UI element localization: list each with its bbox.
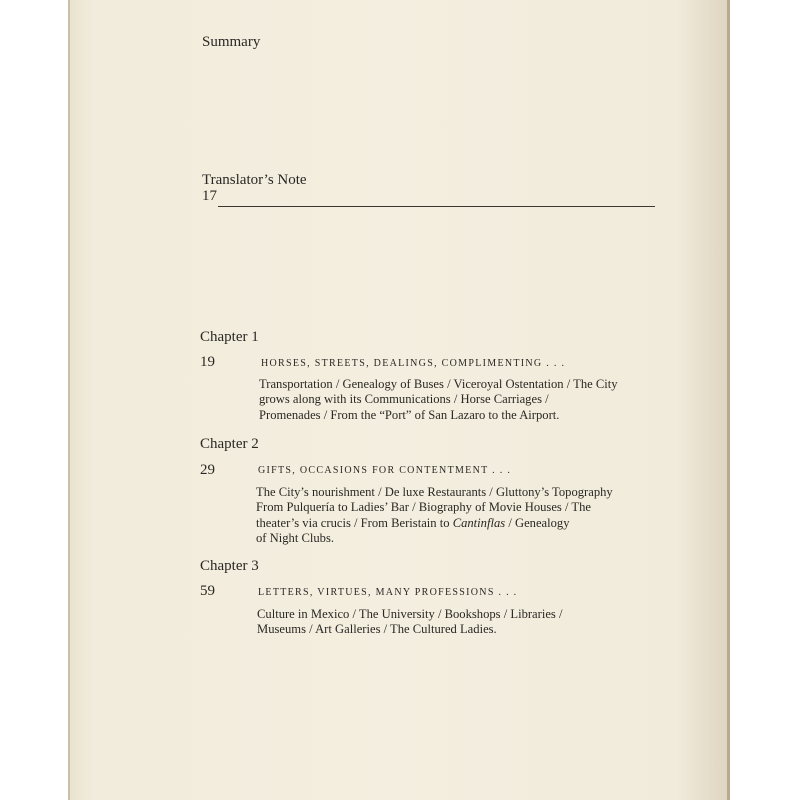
page-left-edge <box>68 0 70 800</box>
chapter-3-heading: LETTERS, VIRTUES, MANY PROFESSIONS . . . <box>258 587 518 598</box>
page-right-edge <box>727 0 730 800</box>
chapter-2-description <box>256 485 613 546</box>
translators-note-page: 17 <box>202 188 217 204</box>
chapter-2-label: Chapter 2 <box>200 436 259 452</box>
chapter-2-line-3-start: theater’s via crucis / From Beristain to <box>256 515 453 530</box>
chapter-1-heading: HORSES, STREETS, DEALINGS, COMPLIMENTING . . . <box>261 358 566 369</box>
chapter-2-line-3 <box>256 516 613 531</box>
chapter-3-label: Chapter 3 <box>200 558 259 574</box>
translators-note-title: Translator’s Note <box>202 172 307 188</box>
section-divider <box>218 206 655 207</box>
chapter-2-line-4: of Night Clubs. <box>256 530 335 545</box>
chapter-1-line-2: grows along with its Communications / Horse Carriages / <box>259 392 549 407</box>
chapter-2-line-3-end: / Genealogy <box>505 515 570 530</box>
chapter-1-line-1: Transportation / Genealogy of Buses / Viceroyal Ostentation / The City <box>259 377 618 391</box>
chapter-3-line-2: Museums / Art Galleries / The Cultured Ladies. <box>257 622 497 637</box>
chapter-2-heading: GIFTS, OCCASIONS FOR CONTENTMENT . . . <box>258 465 512 476</box>
book-page <box>68 0 730 800</box>
chapter-1-line-3: Promenades / From the “Port” of San Lazaro to the Airport. <box>259 407 560 422</box>
chapter-2-line-1: The City’s nourishment / De luxe Restaurants / Gluttony’s Topography <box>256 485 613 499</box>
chapter-2-line-2: From Pulquería to Ladies’ Bar / Biography of Movie Houses / The <box>256 500 591 515</box>
chapter-3-description <box>257 607 562 638</box>
chapter-2-page: 29 <box>200 462 215 478</box>
chapter-1-page: 19 <box>200 354 215 370</box>
chapter-2-italic-term: Cantinflas <box>452 515 506 530</box>
chapter-3-line-1: Culture in Mexico / The University / Bookshops / Libraries / <box>257 607 563 621</box>
page-title: Summary <box>202 34 261 50</box>
chapter-1-label: Chapter 1 <box>200 329 259 345</box>
chapter-3-page: 59 <box>200 583 215 599</box>
chapter-1-description <box>259 377 618 423</box>
